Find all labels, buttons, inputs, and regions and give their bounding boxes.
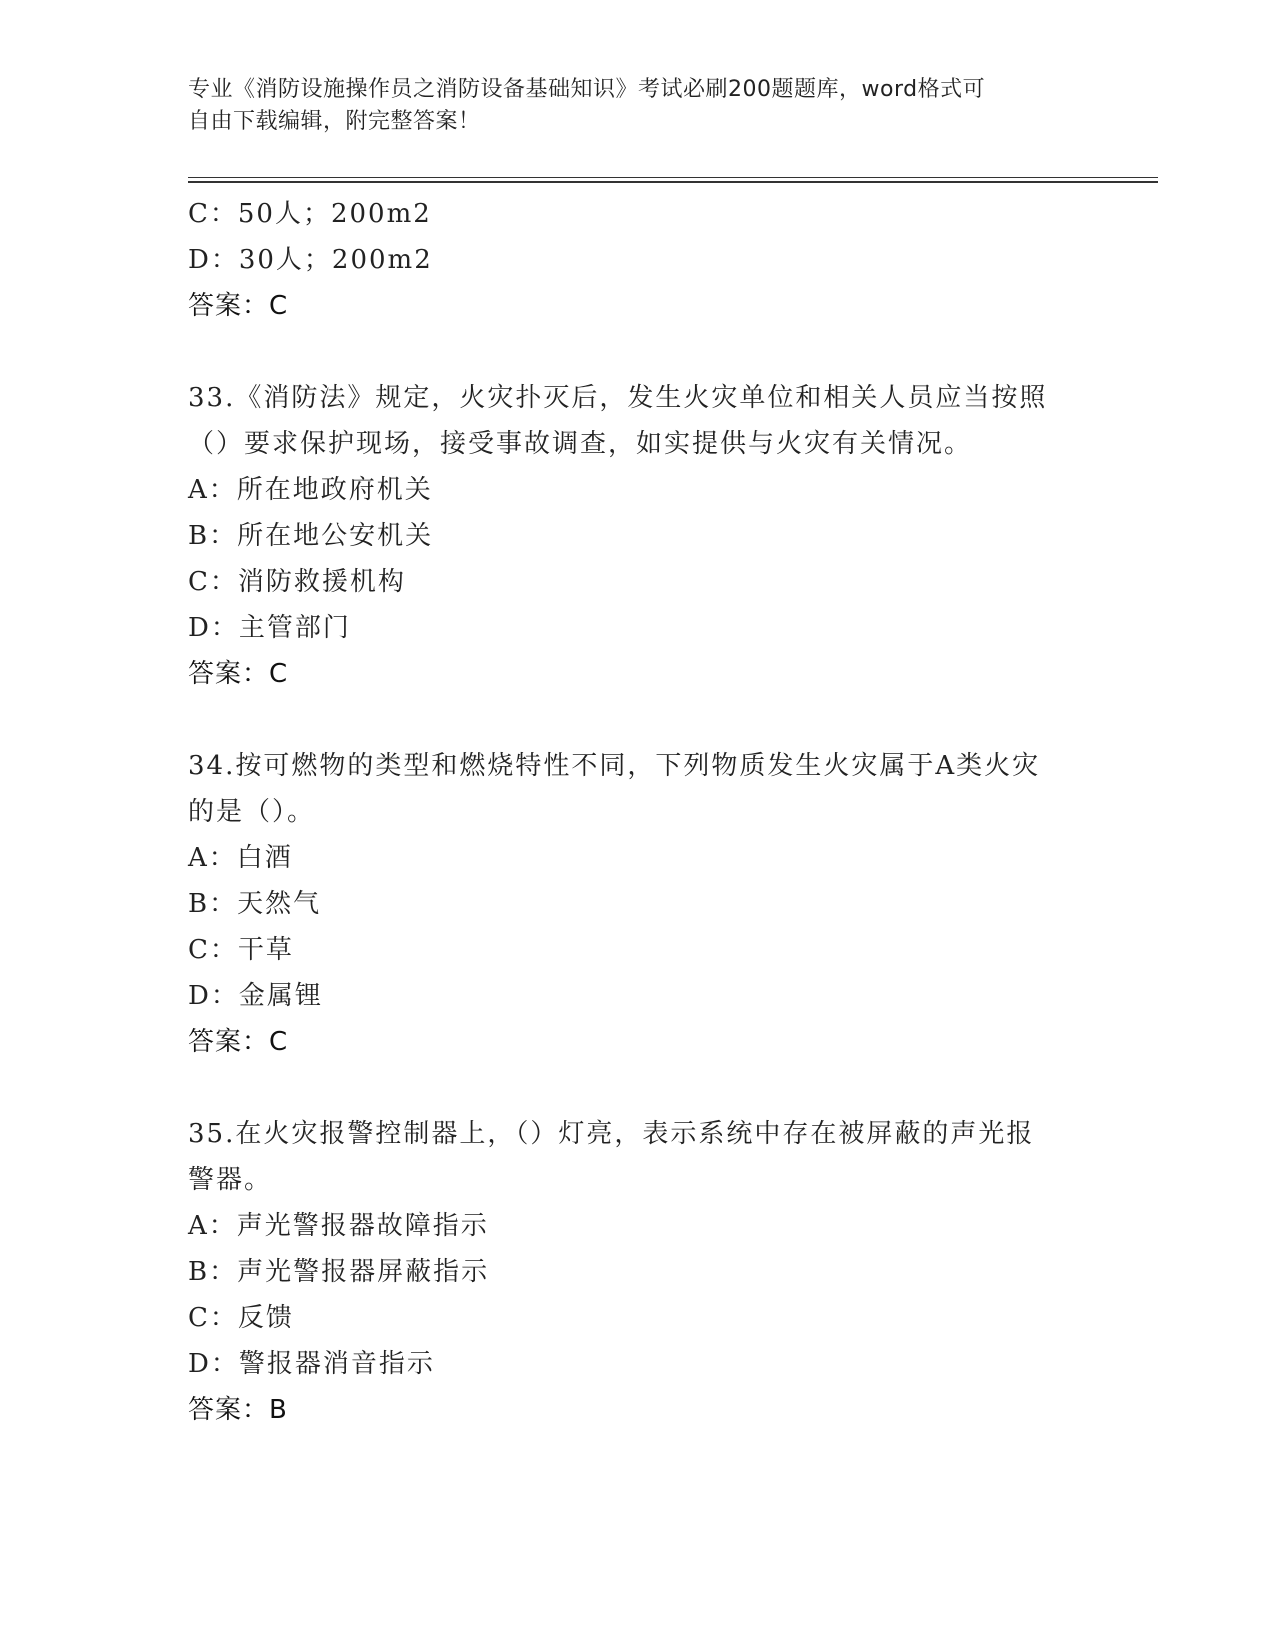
option-c: C：干草 bbox=[188, 935, 294, 965]
option-c: C：50人；200m2 bbox=[188, 199, 432, 229]
option-d: D：主管部门 bbox=[188, 613, 351, 643]
header-line-2: 自由下载编辑，附完整答案！ bbox=[188, 109, 481, 134]
option-d: D：30人；200m2 bbox=[188, 245, 433, 275]
option-b: B：天然气 bbox=[188, 889, 322, 919]
question-32-tail bbox=[188, 191, 1088, 329]
answer-line: 答案：C bbox=[188, 291, 289, 321]
question-stem-line-2: 的是（）。 bbox=[188, 797, 316, 827]
option-d: D：金属锂 bbox=[188, 981, 323, 1011]
question-stem-line-2: 警器。 bbox=[188, 1165, 273, 1195]
header-divider-thin bbox=[188, 177, 1158, 178]
header-line-1: 专业《消防设施操作员之消防设备基础知识》考试必刷200题题库，word格式可 bbox=[188, 77, 986, 102]
header-divider-thick bbox=[188, 181, 1158, 183]
document-header bbox=[188, 74, 1088, 138]
answer-line: 答案：C bbox=[188, 1027, 289, 1057]
spacer bbox=[188, 1065, 1088, 1111]
question-33 bbox=[188, 375, 1088, 697]
option-a: A：声光警报器故障指示 bbox=[188, 1211, 489, 1241]
spacer bbox=[188, 329, 1088, 375]
question-list bbox=[188, 191, 1088, 1433]
question-stem-line-1: 33.《消防法》规定，火灾扑灭后，发生火灾单位和相关人员应当按照 bbox=[188, 383, 1048, 413]
spacer bbox=[188, 697, 1088, 743]
answer-line: 答案：B bbox=[188, 1395, 288, 1425]
question-34 bbox=[188, 743, 1088, 1065]
option-c: C：消防救援机构 bbox=[188, 567, 406, 597]
question-stem-line-1: 34.按可燃物的类型和燃烧特性不同，下列物质发生火灾属于A类火灾 bbox=[188, 751, 1041, 781]
option-a: A：所在地政府机关 bbox=[188, 475, 433, 505]
option-c: C：反馈 bbox=[188, 1303, 294, 1333]
question-stem-line-1: 35.在火灾报警控制器上，（）灯亮，表示系统中存在被屏蔽的声光报 bbox=[188, 1119, 1035, 1149]
option-b: B：声光警报器屏蔽指示 bbox=[188, 1257, 490, 1287]
option-a: A：白酒 bbox=[188, 843, 293, 873]
question-35 bbox=[188, 1111, 1088, 1433]
question-stem-line-2: （）要求保护现场，接受事故调查，如实提供与火灾有关情况。 bbox=[188, 429, 973, 459]
option-b: B：所在地公安机关 bbox=[188, 521, 434, 551]
option-d: D：警报器消音指示 bbox=[188, 1349, 435, 1379]
answer-line: 答案：C bbox=[188, 659, 289, 689]
